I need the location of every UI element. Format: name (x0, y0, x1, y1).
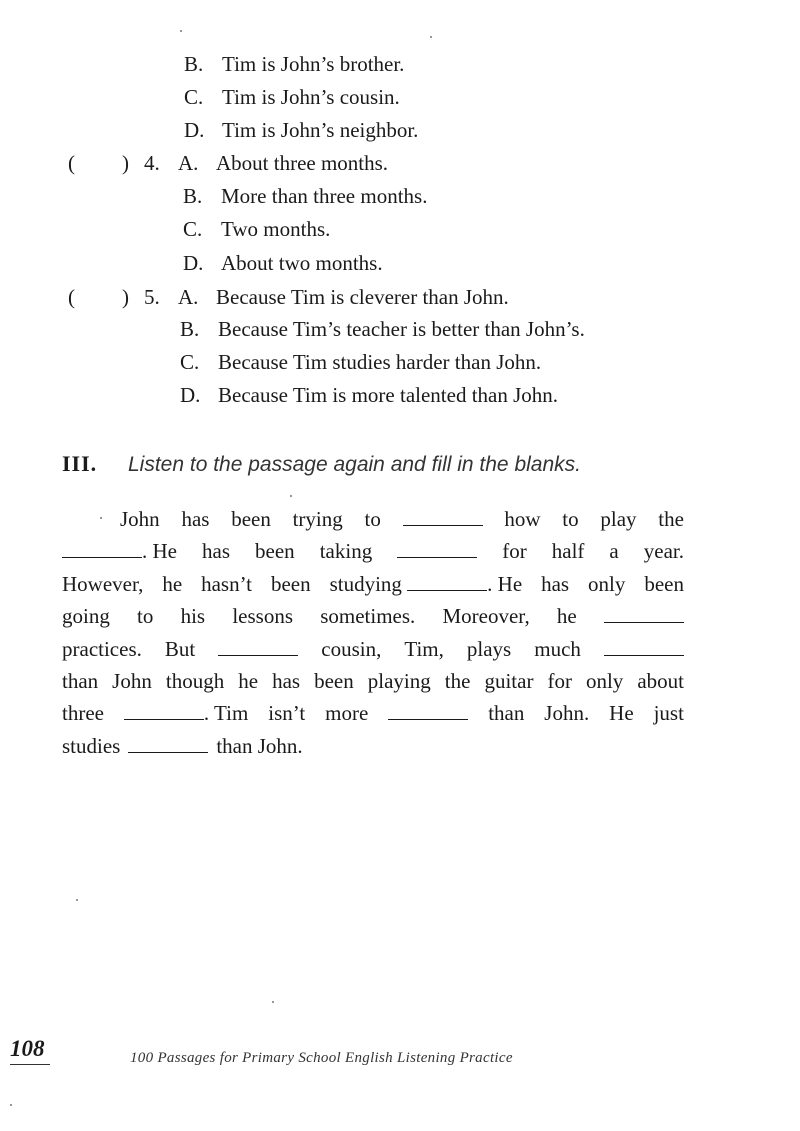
word: has (272, 668, 301, 693)
passage-line-1 (62, 503, 684, 535)
word: year. (643, 539, 684, 564)
answer-blank-8[interactable] (124, 701, 204, 720)
word: than (62, 668, 99, 693)
word: taking (319, 539, 373, 564)
blank-group (62, 535, 177, 567)
word: he (238, 668, 259, 693)
option-text: Because Tim is more talented than John. (218, 383, 559, 407)
word: the (444, 668, 471, 693)
option-letter: B. (180, 317, 200, 341)
passage-line-7 (62, 697, 684, 729)
word: the (658, 507, 684, 531)
word: been (314, 668, 354, 693)
q4-option-d (183, 250, 383, 276)
word: more (325, 701, 369, 726)
word: been (255, 539, 295, 564)
word: cousin, (321, 636, 382, 661)
word: he (162, 571, 183, 596)
word: lessons (232, 604, 293, 629)
word: half (551, 539, 585, 564)
q5-option-c (180, 349, 541, 375)
option-letter: C. (180, 350, 200, 374)
option-letter: C. (183, 217, 203, 241)
word: about (637, 668, 684, 693)
word: Tim, (404, 636, 444, 661)
word: sometimes. (320, 604, 416, 629)
word: much (534, 636, 581, 661)
answer-blank-1[interactable] (403, 507, 483, 526)
option-letter: A. (178, 285, 199, 309)
passage-line-5 (62, 633, 684, 665)
word: guitar (484, 668, 534, 693)
word: . Tim (203, 701, 249, 726)
word: John (120, 507, 160, 531)
option-letter: A. (178, 151, 199, 175)
option-text: Because Tim’s teacher is better than John’s. (218, 317, 585, 341)
question-number: 4. (144, 151, 160, 175)
word: practices. (62, 636, 142, 661)
option-text: Tim is John’s neighbor. (222, 118, 419, 142)
q3-option-d (184, 117, 418, 143)
section-number: III. (62, 451, 98, 476)
answer-paren-close: ) (122, 285, 129, 309)
word: to (137, 604, 154, 629)
q5-option-d (180, 382, 558, 408)
option-letter: D. (180, 383, 201, 407)
option-text: Because Tim is cleverer than John. (216, 285, 509, 309)
word: John. (544, 701, 590, 726)
word: trying (292, 507, 343, 531)
answer-paren-open: ( (68, 285, 75, 309)
word: only (588, 571, 626, 596)
word: He (609, 701, 634, 726)
q5-option-b (180, 316, 585, 342)
passage-line-6 (62, 665, 684, 697)
word: plays (466, 636, 512, 661)
question-number: 5. (144, 285, 160, 309)
passage-line-3 (62, 568, 684, 600)
word: only (585, 668, 624, 693)
option-letter: C. (184, 85, 204, 109)
word: . He (487, 571, 523, 596)
word: for (502, 539, 527, 564)
scan-speck (272, 1001, 274, 1003)
word: his (180, 604, 206, 629)
option-text: Tim is John’s brother. (222, 52, 405, 76)
option-letter: B. (184, 52, 204, 76)
answer-blank-9[interactable] (388, 701, 468, 720)
q3-option-b (184, 51, 404, 77)
word: for (547, 668, 572, 693)
q4-option-c (183, 216, 330, 242)
passage-line-4 (62, 600, 684, 632)
answer-blank-2[interactable] (62, 539, 142, 558)
answer-blank-3[interactable] (397, 539, 477, 558)
passage-line-2 (62, 535, 684, 567)
scan-speck (180, 30, 182, 32)
word: been (644, 571, 684, 596)
word: has (541, 571, 570, 596)
option-text: About three months. (216, 151, 389, 175)
word: studies (62, 733, 121, 758)
word: isn’t (268, 701, 306, 726)
question-4 (68, 150, 388, 176)
blank-group (330, 568, 523, 600)
option-letter: B. (183, 184, 203, 208)
word: studying (329, 571, 402, 596)
word: been (231, 507, 271, 531)
option-text: More than three months. (221, 184, 428, 208)
answer-blank-10[interactable] (128, 734, 208, 753)
word: But (164, 636, 196, 661)
word: Moreover, (442, 604, 530, 629)
scan-speck (100, 517, 102, 519)
page-number: 108 (10, 1036, 50, 1065)
option-text: Two months. (221, 217, 331, 241)
word: just (653, 701, 684, 726)
option-text: Because Tim studies harder than John. (218, 350, 542, 374)
word: play (600, 507, 637, 531)
answer-blank-5[interactable] (604, 604, 684, 623)
word: how (504, 507, 541, 531)
fill-in-passage (62, 503, 684, 762)
question-5 (68, 284, 509, 310)
word: . He (142, 539, 177, 564)
word: a (609, 539, 619, 564)
passage-line-8 (62, 730, 684, 762)
word: hasn’t (201, 571, 253, 596)
q4-option-b (183, 183, 427, 209)
word: been (270, 571, 311, 596)
word: However, (62, 571, 144, 596)
option-letter: D. (184, 118, 205, 142)
scan-speck (10, 1104, 12, 1106)
answer-blank-6[interactable] (218, 637, 298, 656)
answer-paren-close: ) (122, 151, 129, 175)
option-letter: D. (183, 251, 204, 275)
word: has (181, 507, 210, 531)
answer-blank-4[interactable] (407, 572, 487, 591)
answer-blank-7[interactable] (604, 637, 684, 656)
word: John (112, 668, 152, 693)
option-text: Tim is John’s cousin. (222, 85, 400, 109)
word: playing (367, 668, 431, 693)
word: three (62, 701, 104, 726)
word: to (364, 507, 381, 531)
scan-speck (290, 495, 292, 497)
word: than (488, 701, 525, 726)
word: though (165, 668, 225, 693)
word: than John. (216, 733, 303, 758)
scan-speck (430, 36, 432, 38)
option-text: About two months. (221, 251, 383, 275)
book-title: 100 Passages for Primary School English Listening Practice (130, 1050, 513, 1066)
word: to (562, 507, 579, 531)
answer-paren-open: ( (68, 151, 75, 175)
word: has (202, 539, 231, 564)
word: he (556, 604, 577, 629)
q3-option-c (184, 84, 400, 110)
blank-group (124, 697, 248, 729)
scan-speck (76, 899, 78, 901)
section-heading (62, 450, 581, 479)
word: going (62, 604, 110, 629)
section-instruction: Listen to the passage again and fill in the blanks. (128, 453, 581, 476)
